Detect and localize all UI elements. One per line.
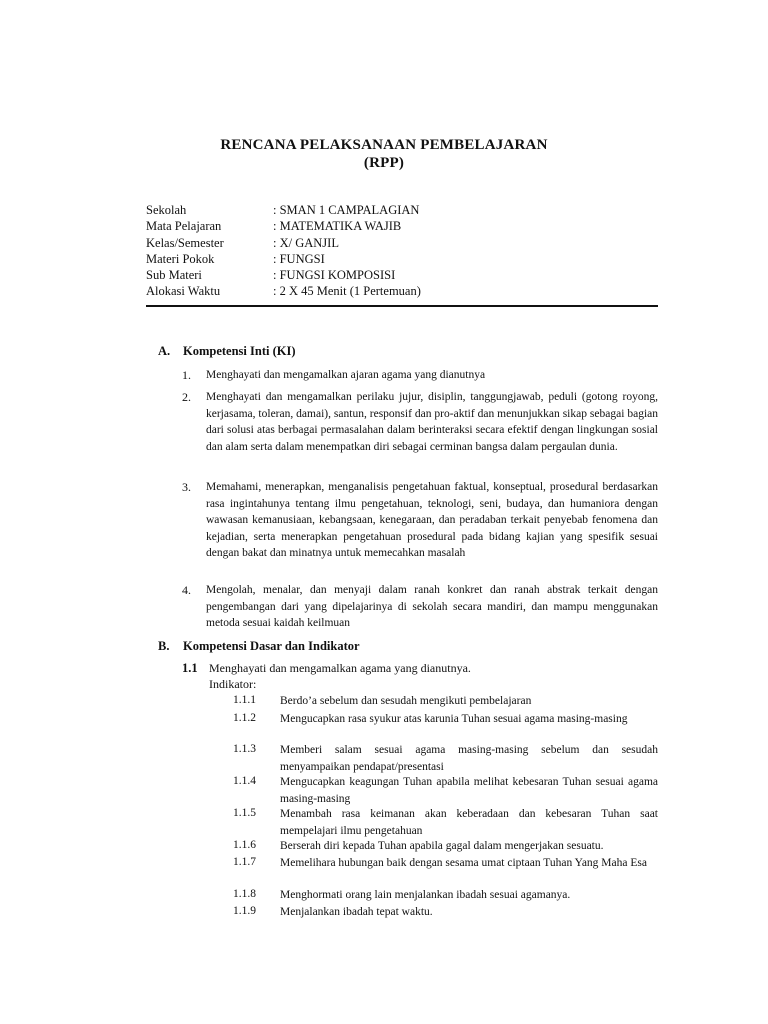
- indicator-text: Menambah rasa keimanan akan keberadaan dan kebesaran Tuhan saat mempelajari ilmu pengetahuan: [280, 808, 658, 837]
- header-divider: [146, 305, 658, 307]
- section-b-letter: B.: [158, 639, 170, 653]
- indicator-label: Indikator:: [209, 677, 257, 691]
- info-value-topic: : FUNGSI: [273, 252, 325, 266]
- info-label-class: Kelas/Semester: [146, 236, 224, 250]
- indicator-number: 1.1.5: [233, 807, 256, 819]
- indicator-number: 1.1.7: [233, 856, 256, 868]
- info-label-school: Sekolah: [146, 203, 187, 217]
- info-label-subject: Mata Pelajaran: [146, 219, 222, 233]
- kd-number: 1.1: [182, 661, 198, 675]
- indicator-text: Memelihara hubungan baik dengan sesama umat ciptaan Tuhan Yang Maha Esa: [280, 857, 647, 869]
- indicator-text: Berserah diri kepada Tuhan apabila gagal dalam mengerjakan sesuatu.: [280, 840, 604, 852]
- indicator-text: Berdo’a sebelum dan sesudah mengikuti pembelajaran: [280, 695, 532, 707]
- indicator-text: Menghormati orang lain menjalankan ibadah sesuai agamanya.: [280, 889, 571, 901]
- info-value-subtopic: : FUNGSI KOMPOSISI: [273, 268, 396, 282]
- indicator-number: 1.1.4: [233, 775, 256, 787]
- indicator-number: 1.1.1: [233, 694, 256, 706]
- ki-item-text: Mengolah, menalar, dan menyaji dalam ranah konkret dan ranah abstrak terkait dengan pengembangan dari yang dipelajarinya di sekolah secara mandiri, dan mampu menggunakan metoda sesuai kaidah keilmuan: [206, 584, 658, 629]
- info-label-subtopic: Sub Materi: [146, 268, 202, 282]
- indicator-number: 1.1.6: [233, 839, 256, 851]
- info-value-subject: : MATEMATIKA WAJIB: [273, 219, 402, 233]
- document-title: RENCANA PELAKSANAAN PEMBELAJARAN: [220, 137, 548, 153]
- ki-item-number: 4.: [182, 583, 191, 597]
- ki-item-number: 1.: [182, 368, 191, 382]
- indicator-text: Menjalankan ibadah tepat waktu.: [280, 906, 433, 918]
- indicator-number: 1.1.3: [233, 743, 256, 755]
- indicator-number: 1.1.2: [233, 712, 256, 724]
- info-value-time: : 2 X 45 Menit (1 Pertemuan): [273, 284, 421, 298]
- section-a-letter: A.: [158, 344, 171, 358]
- ki-item-text: Menghayati dan mengamalkan ajaran agama yang dianutnya: [206, 369, 486, 381]
- ki-item-text: Menghayati dan mengamalkan perilaku jujur, disiplin, tanggungjawab, peduli (gotong royong, kerjasama, toleran, damai), santun, responsif dan pro-aktif dan menunjukkan sikap sebagai bagian dari solusi atas berbagai permasalahan dalam berinteraksi secara efektif dengan lingkungan sosial dan alam serta dalam menempatkan diri sebagai cerminan bangsa dalam pergaulan dunia.: [206, 391, 658, 453]
- indicator-text: Mengucapkan rasa syukur atas karunia Tuhan sesuai agama masing-masing: [280, 713, 628, 725]
- ki-item-number: 2.: [182, 390, 191, 404]
- ki-item-number: 3.: [182, 480, 191, 494]
- info-label-time: Alokasi Waktu: [146, 284, 221, 298]
- section-b-title: Kompetensi Dasar dan Indikator: [183, 639, 360, 653]
- indicator-text: Mengucapkan keagungan Tuhan apabila melihat kebesaran Tuhan sesuai agama masing-masing: [280, 776, 658, 805]
- info-label-topic: Materi Pokok: [146, 252, 215, 266]
- info-value-school: : SMAN 1 CAMPALAGIAN: [273, 203, 420, 217]
- kd-text: Menghayati dan mengamalkan agama yang dianutnya.: [209, 661, 471, 675]
- section-a-title: Kompetensi Inti (KI): [183, 344, 296, 358]
- ki-item-text: Memahami, menerapkan, menganalisis pengetahuan faktual, konseptual, prosedural berdasarkan rasa ingintahunya tentang ilmu pengetahuan, teknologi, seni, budaya, dan humaniora dengan wawasan kemanusiaan, kebangsaan, kenegaraan, dan peradaban terkait penyebab fenomena dan kejadian, serta menerapkan pengetahuan prosedural pada bidang kajian yang spesifik sesuai dengan bakat dan minatnya untuk memecahkan masalah: [206, 481, 658, 559]
- indicator-number: 1.1.9: [233, 905, 256, 917]
- document-subtitle: (RPP): [363, 155, 405, 171]
- info-value-class: : X/ GANJIL: [273, 236, 339, 250]
- indicator-text: Memberi salam sesuai agama masing-masing sebelum dan sesudah menyampaikan pendapat/presentasi: [280, 744, 658, 773]
- indicator-number: 1.1.8: [233, 888, 256, 900]
